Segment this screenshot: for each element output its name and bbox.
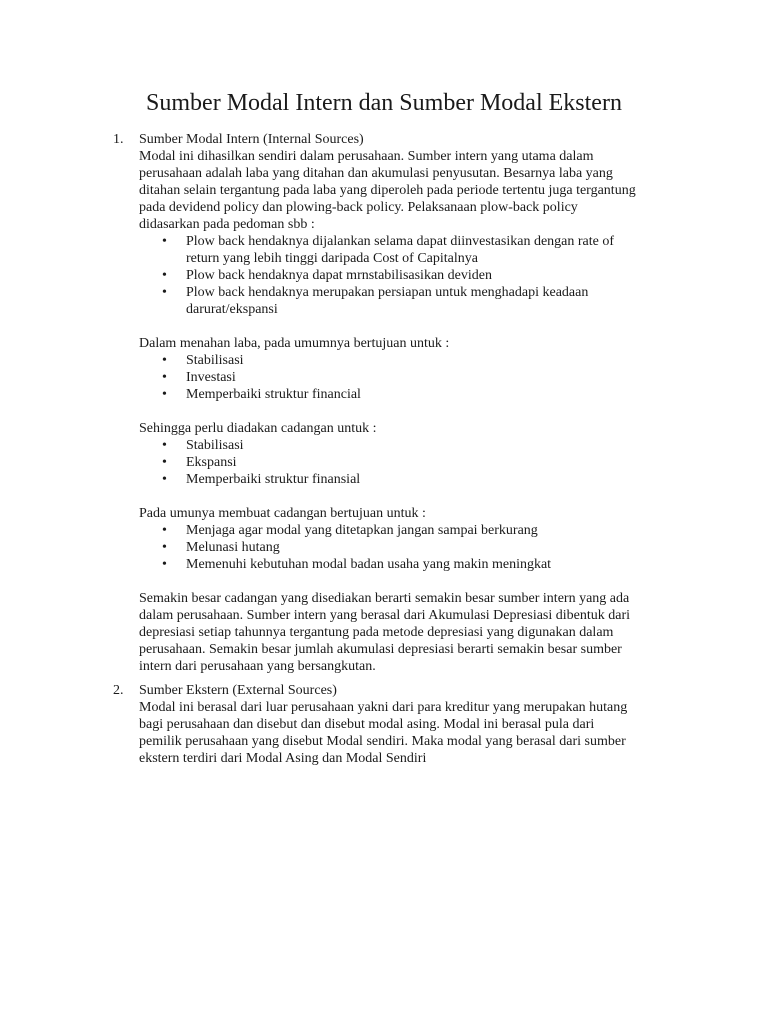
group-lead-retained-earnings: Dalam menahan laba, pada umumnya bertujuan untuk : [139, 336, 450, 351]
bullet-icon: • [162, 353, 167, 368]
section-heading: Sumber Modal Intern (Internal Sources) [139, 132, 364, 147]
list-item: • Stabilisasi [162, 438, 244, 453]
list-item: • Ekspansi [162, 455, 237, 470]
section-intro-paragraph: Modal ini berasal dari luar perusahaan yakni dari para kreditur yang merupakan hutang bagi perusahaan dan disebut dan disebut modal asing. Modal ini berasal pula dari pemilik perusahaan yang disebut Modal sendiri. Maka modal yang berasal dari sumber ekstern terdiri dari Modal Asing dan Modal Sendiri [139, 700, 628, 766]
bullet-icon: • [162, 472, 167, 487]
retained-earnings-purpose-list [139, 352, 639, 403]
section-number: 1. [113, 132, 124, 147]
section-closing-paragraph: Semakin besar cadangan yang disediakan berarti semakin besar sumber intern yang ada dalam perusahaan. Sumber intern yang berasal dari Akumulasi Depresiasi dibentuk dari depresiasi setiap tahunnya tergantung pada metode depresiasi yang digunakan dalam perusahaan. Semakin besar jumlah akumulasi depresiasi berarti semakin besar sumber intern dari perusahaan yang bersangkutan. [139, 591, 631, 674]
list-item: • Plow back hendaknya dijalankan selama dapat diinvestasikan dengan rate of return yang lebih tinggi daripada Cost of Capitalnya [162, 234, 615, 266]
bullet-icon: • [162, 455, 167, 470]
bullet-icon: • [162, 557, 167, 572]
list-item: • Stabilisasi [162, 353, 244, 368]
bullet-icon: • [162, 540, 167, 555]
bullet-icon: • [162, 370, 167, 385]
group-lead-reserves-purpose: Pada umunya membuat cadangan bertujuan untuk : [139, 506, 426, 521]
section-number: 2. [113, 683, 124, 698]
list-item: • Memperbaiki struktur financial [162, 387, 361, 402]
reserves-need-list [139, 437, 639, 488]
bullet-icon: • [162, 523, 167, 538]
group-lead-reserves-need: Sehingga perlu diadakan cadangan untuk : [139, 421, 377, 436]
list-item: • Melunasi hutang [162, 540, 280, 555]
document-title: Sumber Modal Intern dan Sumber Modal Ekstern [146, 90, 622, 116]
bullet-icon: • [162, 438, 167, 453]
bullet-icon: • [162, 268, 167, 283]
list-item: • Plow back hendaknya merupakan persiapan untuk menghadapi keadaan darurat/ekspansi [162, 285, 589, 317]
bullet-icon: • [162, 234, 167, 249]
section-body [139, 682, 639, 767]
bullet-icon: • [162, 387, 167, 402]
section-body [139, 131, 639, 675]
list-item: • Memperbaiki struktur finansial [162, 472, 361, 487]
plow-back-guideline-list [139, 233, 639, 318]
list-item: • Memenuhi kebutuhan modal badan usaha yang makin meningkat [162, 557, 552, 572]
list-item: • Plow back hendaknya dapat mrnstabilisasikan deviden [162, 268, 492, 283]
list-item: • Investasi [162, 370, 236, 385]
list-item: • Menjaga agar modal yang ditetapkan jangan sampai berkurang [162, 523, 538, 538]
bullet-icon: • [162, 285, 167, 300]
reserves-purpose-list [139, 522, 639, 573]
section-heading: Sumber Ekstern (External Sources) [139, 683, 337, 698]
section-intro-paragraph: Modal ini dihasilkan sendiri dalam perusahaan. Sumber intern yang utama dalam perusahaan adalah laba yang ditahan dan akumulasi penyusutan. Besarnya laba yang ditahan selain tergantung pada laba yang diperoleh pada periode tertentu juga tergantung pada devidend policy dan plowing-back policy. Pelaksanaan plow-back policy didasarkan pada pedoman sbb : [139, 149, 636, 232]
